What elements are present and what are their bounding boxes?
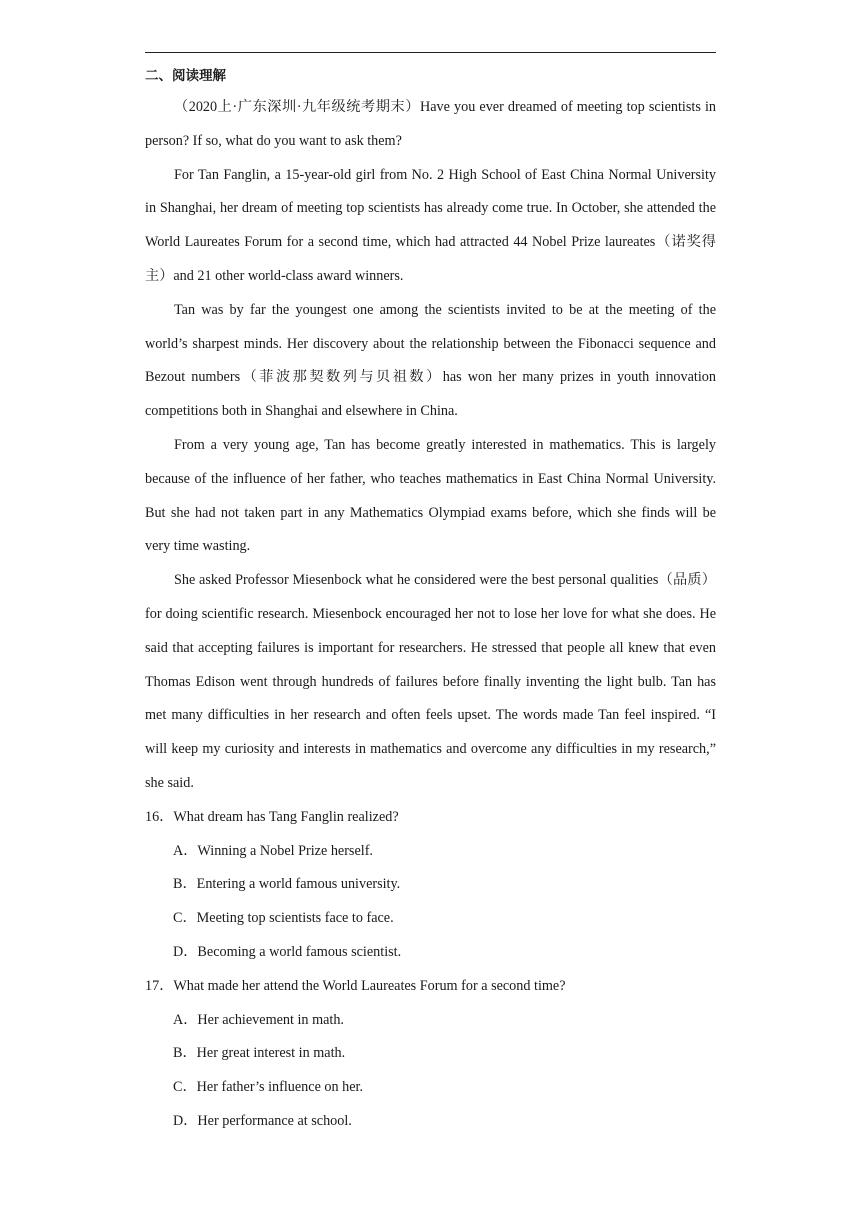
option-b[interactable]: B．Entering a world famous university.: [173, 876, 401, 893]
option-b[interactable]: B．Her great interest in math.: [173, 1045, 346, 1062]
header-rule: [145, 52, 716, 53]
passage-paragraph-4: From a very young age, Tan has become greatly interested in mathematics. This is largely because of the influence of her father, who teaches mathematics in East China Normal University. But she had not taken part in any Mathematics Olympiad exams before, which she finds will be very time wasting.: [145, 436, 716, 555]
question-16: [145, 801, 716, 970]
passage-paragraph-5: She asked Professor Miesenbock what he considered were the best personal qualities（品质）for doing scientific research. Miesenbock encouraged her not to lose her love for what she does. He said that accepting failures is important for researchers. He stressed that people all knew that even Thomas Edison went through hundreds of failures before finally inventing the light bulb. Tan has met many difficulties in her research and often feels upset. The words made Tan feel inspired. “I will keep my curiosity and interests in mathematics and overcome any difficulties in my research,” she said.: [145, 572, 716, 791]
passage-paragraph-2: For Tan Fanglin, a 15-year-old girl from No. 2 High School of East China Normal University in Shanghai, her dream of meeting top scientists has already come true. In October, she attended the World Laureates Forum for a second time, which had attracted 44 Nobel Prize laureates（诺奖得主）and 21 other world-class award winners.: [145, 166, 716, 284]
section-title: 二、阅读理解: [145, 68, 226, 84]
option-d[interactable]: D．Her performance at school.: [173, 1112, 352, 1129]
option-c[interactable]: C．Meeting top scientists face to face.: [173, 910, 394, 927]
option-a[interactable]: A．Her achievement in math.: [173, 1011, 344, 1028]
passage-paragraph-1: （2020上·广东深圳·九年级统考期末）Have you ever dreamed of meeting top scientists in person? If so, what do you want to ask them?: [145, 99, 716, 149]
option-a[interactable]: A．Winning a Nobel Prize herself.: [173, 842, 373, 859]
option-c[interactable]: C．Her father’s influence on her.: [173, 1079, 364, 1096]
question-stem: 16．What dream has Tang Fanglin realized?: [145, 808, 399, 825]
question-17: [145, 970, 716, 1139]
passage-paragraph-3: Tan was by far the youngest one among the scientists invited to be at the meeting of the world’s sharpest minds. Her discovery about the relationship between the Fibonacci sequence and Bezout numbers（菲波那契数列与贝祖数）has won her many prizes in youth innovation competitions both in Shanghai and elsewhere in China.: [145, 301, 716, 420]
question-stem: 17．What made her attend the World Laureates Forum for a second time?: [145, 977, 566, 994]
option-d[interactable]: D．Becoming a world famous scientist.: [173, 943, 402, 960]
document-body: [145, 62, 716, 1139]
reading-passage: [145, 91, 716, 801]
